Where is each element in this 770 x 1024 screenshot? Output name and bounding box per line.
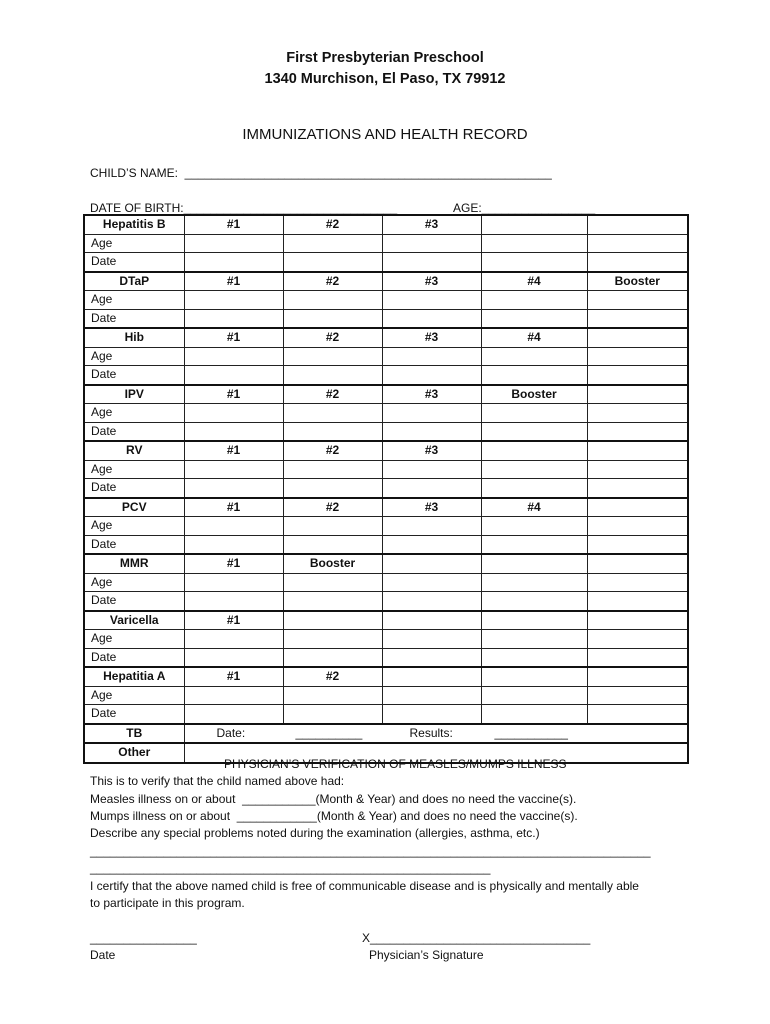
dose-header: #3	[382, 272, 481, 291]
age-cell[interactable]	[587, 630, 688, 649]
age-cell[interactable]	[283, 630, 382, 649]
age-cell[interactable]	[382, 460, 481, 479]
vaccine-row	[84, 272, 688, 291]
date-row	[84, 705, 688, 724]
age-cell[interactable]	[382, 573, 481, 592]
date-cell[interactable]	[283, 705, 382, 724]
age-cell[interactable]	[481, 234, 587, 253]
age-row	[84, 573, 688, 592]
age-cell[interactable]	[587, 573, 688, 592]
dose-header: #1	[184, 498, 283, 517]
child-name-field[interactable]: CHILD’S NAME: _______________________________________________________	[90, 166, 552, 180]
date-cell[interactable]	[283, 422, 382, 441]
tb-row	[84, 724, 688, 744]
vaccine-row	[84, 498, 688, 517]
date-cell[interactable]	[184, 705, 283, 724]
age-cell[interactable]	[481, 686, 587, 705]
physician-signature-blank[interactable]: X_________________________________	[362, 931, 591, 945]
dose-header: #2	[283, 215, 382, 234]
age-cell[interactable]	[481, 460, 587, 479]
dose-header	[481, 667, 587, 686]
date-cell[interactable]	[283, 479, 382, 498]
date-cell[interactable]	[382, 253, 481, 272]
date-cell[interactable]	[481, 535, 587, 554]
age-label: Age	[84, 404, 184, 423]
date-cell[interactable]	[382, 705, 481, 724]
date-cell[interactable]	[382, 309, 481, 328]
dose-header	[382, 554, 481, 573]
age-cell[interactable]	[587, 347, 688, 366]
special-problems-blank-1[interactable]: ____________________________________________________________________________________	[90, 844, 651, 858]
date-cell[interactable]	[184, 366, 283, 385]
dose-header: #2	[283, 385, 382, 404]
vaccine-name: Varicella	[84, 611, 184, 630]
age-cell[interactable]	[587, 460, 688, 479]
date-label: Date	[84, 309, 184, 328]
date-row	[84, 648, 688, 667]
age-cell[interactable]	[184, 630, 283, 649]
age-cell[interactable]	[587, 234, 688, 253]
date-row	[84, 253, 688, 272]
age-row	[84, 404, 688, 423]
age-cell[interactable]	[283, 404, 382, 423]
date-cell[interactable]	[481, 366, 587, 385]
vaccine-row	[84, 215, 688, 234]
dose-header: Booster	[587, 272, 688, 291]
tb-date-blank[interactable]: __________	[295, 725, 363, 740]
dose-header	[587, 441, 688, 460]
date-cell[interactable]	[382, 535, 481, 554]
dose-header: #3	[382, 498, 481, 517]
date-cell[interactable]	[382, 422, 481, 441]
school-address: 1340 Murchison, El Paso, TX 79912	[264, 71, 506, 87]
dose-header: #1	[184, 272, 283, 291]
age-row	[84, 291, 688, 310]
dose-header	[382, 667, 481, 686]
age-row	[84, 234, 688, 253]
age-cell[interactable]	[283, 291, 382, 310]
tb-results-blank[interactable]: ___________	[494, 725, 568, 740]
dose-header: #1	[184, 385, 283, 404]
vaccine-name: Hepatitis B	[84, 215, 184, 234]
age-label: Age	[84, 347, 184, 366]
date-cell[interactable]	[283, 535, 382, 554]
date-cell[interactable]	[587, 535, 688, 554]
date-label: Date	[84, 592, 184, 611]
age-row	[84, 517, 688, 536]
dose-header: #2	[283, 498, 382, 517]
date-cell[interactable]	[587, 253, 688, 272]
date-cell[interactable]	[481, 705, 587, 724]
signature-date-label: Date	[90, 948, 116, 962]
age-cell[interactable]	[184, 234, 283, 253]
vaccine-name: Hepatitia A	[84, 667, 184, 686]
date-row	[84, 479, 688, 498]
age-field[interactable]: AGE:_________________	[453, 201, 596, 215]
dose-header	[283, 611, 382, 630]
date-cell[interactable]	[184, 309, 283, 328]
age-cell[interactable]	[184, 404, 283, 423]
date-label: Date	[84, 705, 184, 724]
dose-header	[481, 554, 587, 573]
signature-date-blank[interactable]: ________________	[90, 931, 197, 945]
dose-header	[481, 215, 587, 234]
age-cell[interactable]	[283, 686, 382, 705]
date-cell[interactable]	[481, 253, 587, 272]
age-cell[interactable]	[481, 630, 587, 649]
date-label: Date	[84, 253, 184, 272]
dose-header: #4	[481, 498, 587, 517]
vaccine-name: RV	[84, 441, 184, 460]
date-cell[interactable]	[481, 648, 587, 667]
date-cell[interactable]	[587, 422, 688, 441]
vaccine-row	[84, 328, 688, 347]
age-label: Age	[84, 291, 184, 310]
vaccine-name: IPV	[84, 385, 184, 404]
age-label: Age	[84, 686, 184, 705]
age-cell[interactable]	[382, 234, 481, 253]
dose-header	[382, 611, 481, 630]
date-row	[84, 592, 688, 611]
date-cell[interactable]	[283, 309, 382, 328]
vaccine-row	[84, 554, 688, 573]
age-cell[interactable]	[184, 517, 283, 536]
age-cell[interactable]	[382, 686, 481, 705]
age-cell[interactable]	[382, 404, 481, 423]
vaccine-name: DTaP	[84, 272, 184, 291]
verification-intro: This is to verify that the child named above had:	[90, 774, 345, 788]
age-label: Age	[84, 517, 184, 536]
date-row	[84, 422, 688, 441]
age-cell[interactable]	[481, 517, 587, 536]
date-of-birth-field[interactable]: DATE OF BIRTH:________________________________	[90, 201, 398, 215]
dose-header	[587, 328, 688, 347]
age-cell[interactable]	[184, 347, 283, 366]
date-cell[interactable]	[587, 648, 688, 667]
date-cell[interactable]	[382, 592, 481, 611]
date-cell[interactable]	[481, 479, 587, 498]
dose-header	[587, 554, 688, 573]
school-name: First Presbyterian Preschool	[286, 50, 484, 66]
tb-fields[interactable]	[184, 724, 688, 744]
date-label: Date	[84, 479, 184, 498]
age-label: Age	[84, 630, 184, 649]
age-cell[interactable]	[184, 686, 283, 705]
date-row	[84, 309, 688, 328]
age-cell[interactable]	[283, 517, 382, 536]
age-cell[interactable]	[283, 234, 382, 253]
vaccine-row	[84, 441, 688, 460]
age-label: Age	[84, 234, 184, 253]
vaccine-row	[84, 667, 688, 686]
date-cell[interactable]	[283, 592, 382, 611]
dose-header: #2	[283, 441, 382, 460]
dose-header	[587, 215, 688, 234]
date-row	[84, 535, 688, 554]
age-cell[interactable]	[587, 404, 688, 423]
date-cell[interactable]	[382, 648, 481, 667]
date-label: Date	[84, 648, 184, 667]
date-cell[interactable]	[283, 648, 382, 667]
immunization-table	[83, 214, 689, 764]
dose-header: Booster	[283, 554, 382, 573]
age-cell[interactable]	[382, 517, 481, 536]
age-cell[interactable]	[382, 291, 481, 310]
date-cell[interactable]	[587, 592, 688, 611]
date-cell[interactable]	[481, 309, 587, 328]
dose-header: #1	[184, 667, 283, 686]
age-cell[interactable]	[382, 630, 481, 649]
dose-header: Booster	[481, 385, 587, 404]
age-cell[interactable]	[481, 291, 587, 310]
special-problems-blank-2[interactable]: ____________________________________________________________	[90, 861, 491, 875]
date-cell[interactable]	[481, 422, 587, 441]
vaccine-name: PCV	[84, 498, 184, 517]
age-cell[interactable]	[184, 291, 283, 310]
dose-header: #3	[382, 328, 481, 347]
date-cell[interactable]	[184, 648, 283, 667]
form-title: IMMUNIZATIONS AND HEALTH RECORD	[242, 126, 528, 143]
age-row	[84, 460, 688, 479]
age-label: Age	[84, 573, 184, 592]
vaccine-name: TB	[84, 724, 184, 744]
date-cell[interactable]	[184, 479, 283, 498]
date-row	[84, 366, 688, 385]
date-cell[interactable]	[587, 366, 688, 385]
date-cell[interactable]	[184, 535, 283, 554]
physician-signature-label: Physician’s Signature	[369, 948, 484, 962]
age-label: Age	[84, 460, 184, 479]
dose-header: #4	[481, 272, 587, 291]
date-cell[interactable]	[184, 422, 283, 441]
dose-header	[587, 385, 688, 404]
date-cell[interactable]	[283, 253, 382, 272]
dose-header: #3	[382, 215, 481, 234]
other-label: Other	[84, 743, 184, 763]
dose-header: #1	[184, 611, 283, 630]
date-cell[interactable]	[382, 479, 481, 498]
dose-header: #1	[184, 328, 283, 347]
vaccine-row	[84, 385, 688, 404]
dose-header: #3	[382, 385, 481, 404]
age-cell[interactable]	[481, 573, 587, 592]
verification-heading: PHYSICIAN’S VERIFICATION OF MEASLES/MUMPS ILLNESS	[224, 757, 567, 771]
dose-header: #1	[184, 215, 283, 234]
vaccine-name: Hib	[84, 328, 184, 347]
tb-results-label: Results:	[409, 725, 453, 740]
age-cell[interactable]	[184, 573, 283, 592]
date-cell[interactable]	[283, 366, 382, 385]
vaccine-name: MMR	[84, 554, 184, 573]
date-cell[interactable]	[587, 479, 688, 498]
date-label: Date	[84, 366, 184, 385]
dose-header: #1	[184, 441, 283, 460]
date-cell[interactable]	[481, 592, 587, 611]
age-cell[interactable]	[283, 460, 382, 479]
certify-line-1: I certify that the above named child is free of communicable disease and is physically and mentally able	[90, 879, 639, 893]
dose-header	[587, 667, 688, 686]
measles-line[interactable]: Measles illness on or about ___________(Month & Year) and does no need the vaccine(s).	[90, 792, 577, 806]
date-cell[interactable]	[382, 366, 481, 385]
dose-header: #1	[184, 554, 283, 573]
dose-header	[481, 441, 587, 460]
dose-header: #3	[382, 441, 481, 460]
dose-header: #2	[283, 328, 382, 347]
age-cell[interactable]	[481, 404, 587, 423]
date-cell[interactable]	[587, 705, 688, 724]
dose-header	[481, 611, 587, 630]
age-row	[84, 686, 688, 705]
date-label: Date	[84, 535, 184, 554]
age-cell[interactable]	[587, 686, 688, 705]
dose-header: #4	[481, 328, 587, 347]
dose-header	[587, 611, 688, 630]
tb-date-label: Date:	[216, 725, 246, 740]
age-cell[interactable]	[283, 573, 382, 592]
special-problems-label: Describe any special problems noted during the examination (allergies, asthma, etc.)	[90, 826, 540, 840]
age-cell[interactable]	[587, 291, 688, 310]
date-label: Date	[84, 422, 184, 441]
date-cell[interactable]	[587, 309, 688, 328]
date-cell[interactable]	[184, 592, 283, 611]
age-cell[interactable]	[184, 460, 283, 479]
age-row	[84, 630, 688, 649]
dose-header	[587, 498, 688, 517]
certify-line-2: to participate in this program.	[90, 896, 245, 910]
age-cell[interactable]	[587, 517, 688, 536]
age-cell[interactable]	[283, 347, 382, 366]
mumps-line[interactable]: Mumps illness on or about ____________(Month & Year) and does no need the vaccine(s).	[90, 809, 578, 823]
age-cell[interactable]	[481, 347, 587, 366]
age-cell[interactable]	[382, 347, 481, 366]
dose-header: #2	[283, 272, 382, 291]
age-row	[84, 347, 688, 366]
date-cell[interactable]	[184, 253, 283, 272]
dose-header: #2	[283, 667, 382, 686]
vaccine-row	[84, 611, 688, 630]
